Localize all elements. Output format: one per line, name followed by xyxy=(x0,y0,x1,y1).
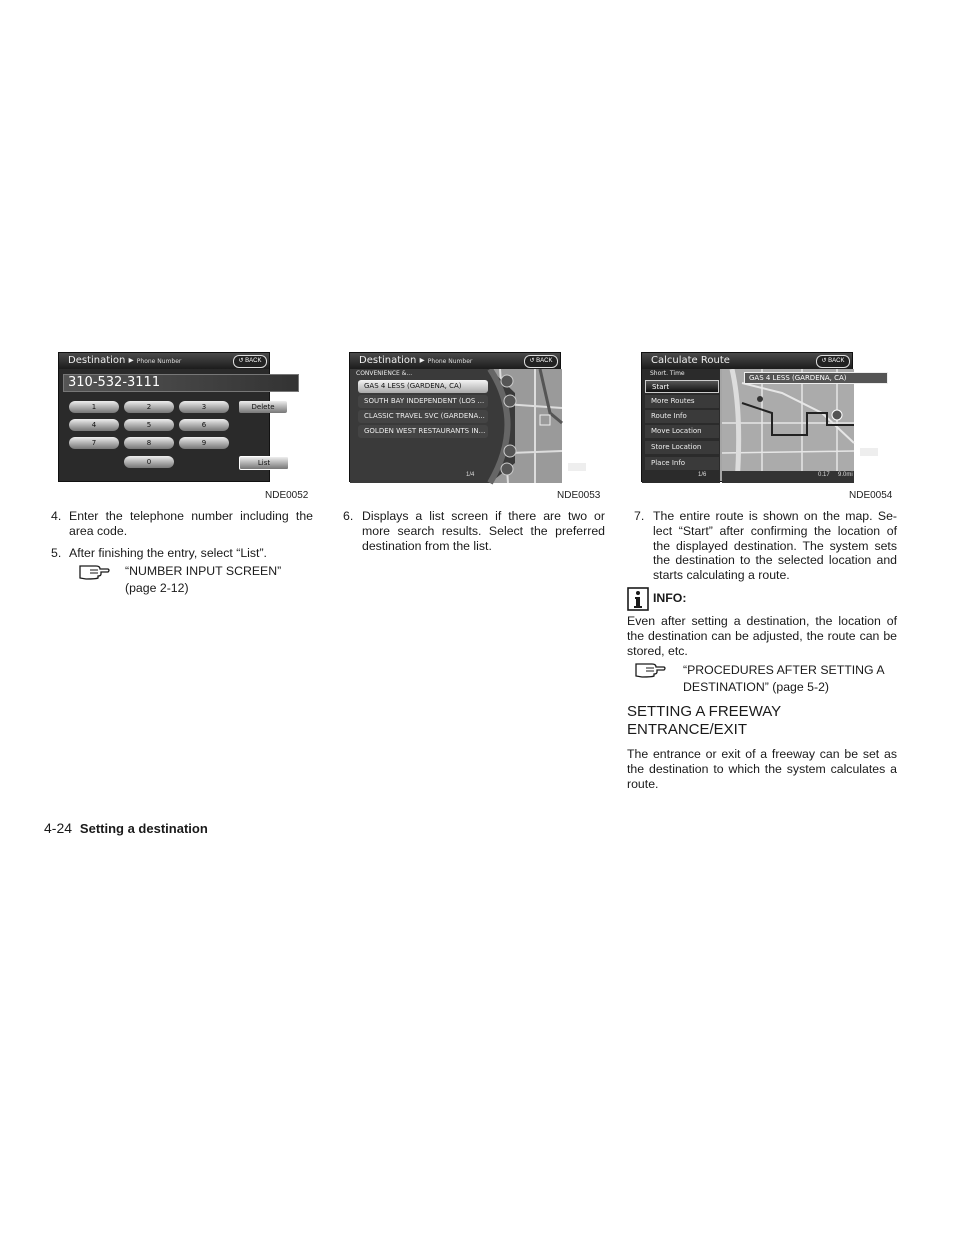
menu-route-info[interactable]: Route Info xyxy=(645,410,719,423)
page-number: 4-24 xyxy=(44,820,73,836)
step-6-number: 6. xyxy=(343,509,354,523)
back-button[interactable]: ↺ BACK xyxy=(816,355,850,368)
menu-more-routes[interactable]: More Routes xyxy=(645,395,719,408)
screen-title: Calculate Route xyxy=(651,355,730,366)
back-label: BACK xyxy=(536,358,553,364)
screen-subtitle: Phone Number xyxy=(136,358,182,365)
menu-store-location[interactable]: Store Location xyxy=(645,441,719,454)
list-button[interactable]: List xyxy=(239,456,289,470)
info-icon xyxy=(627,587,649,611)
menu-place-info[interactable]: Place Info xyxy=(645,457,719,470)
destination-label: GAS 4 LESS (GARDENA, CA) xyxy=(744,372,888,384)
step-7-text: The entire route is shown on the map. Se-lect “Start” after confirming the location of the displayed destination. The system sets the destination to the selected location and starts calculating a route. xyxy=(653,509,897,583)
figure-code: NDE0053 xyxy=(557,490,601,501)
key-1[interactable]: 1 xyxy=(69,401,119,413)
step-4-number: 4. xyxy=(51,509,62,523)
result-item-2[interactable]: SOUTH BAY INDEPENDENT (LOS ... xyxy=(358,395,488,408)
cross-reference-title: “PROCEDURES AFTER SETTING A xyxy=(683,663,885,677)
key-0[interactable]: 0 xyxy=(124,456,174,468)
key-7[interactable]: 7 xyxy=(69,437,119,449)
screen-title-bar: Destination ▸ Phone Number xyxy=(59,353,269,369)
phone-number-display: 310-532-3111 xyxy=(63,374,299,392)
screenshot-results-list xyxy=(349,352,561,482)
pointing-hand-icon xyxy=(78,562,112,580)
back-label: BACK xyxy=(245,358,262,364)
section-heading-line-2: ENTRANCE/EXIT xyxy=(627,721,748,738)
page-footer xyxy=(44,820,208,836)
category-label: CONVENIENCE &... xyxy=(356,370,413,377)
section-body: The entrance or exit of a freeway can be set as the destination to which the system calculates a route. xyxy=(627,747,897,791)
figure-code: NDE0052 xyxy=(265,490,309,501)
screenshot-phone-number-entry xyxy=(58,352,275,482)
page-indicator: 1/4 xyxy=(466,472,475,478)
step-7-number: 7. xyxy=(634,509,645,523)
step-6-text: Displays a list screen if there are two or more search results. Select the preferred destination from the list. xyxy=(362,509,605,553)
result-item-1[interactable]: GAS 4 LESS (GARDENA, CA) xyxy=(358,380,488,393)
key-3[interactable]: 3 xyxy=(179,401,229,413)
page-indicator: 1/6 xyxy=(698,472,707,478)
figure-code: NDE0054 xyxy=(849,490,893,501)
cross-reference-page: (page 2-12) xyxy=(125,581,189,595)
menu-move-location[interactable]: Move Location xyxy=(645,425,719,438)
key-8[interactable]: 8 xyxy=(124,437,174,449)
screen-title-bar: Destination ▸ Phone Number xyxy=(350,353,560,369)
back-button[interactable]: ↺ BACK xyxy=(233,355,267,368)
result-item-4[interactable]: GOLDEN WEST RESTAURANTS IN... xyxy=(358,425,488,438)
info-label: INFO: xyxy=(653,591,687,605)
route-mode: Short. Time xyxy=(650,370,685,377)
key-9[interactable]: 9 xyxy=(179,437,229,449)
result-item-3[interactable]: CLASSIC TRAVEL SVC (GARDENA... xyxy=(358,410,488,423)
key-5[interactable]: 5 xyxy=(124,419,174,431)
key-6[interactable]: 6 xyxy=(179,419,229,431)
step-5-text: After finishing the entry, select “List”. xyxy=(69,546,267,560)
back-button[interactable]: ↺ BACK xyxy=(524,355,558,368)
key-2[interactable]: 2 xyxy=(124,401,174,413)
route-total-distance: 9.0mi xyxy=(838,472,853,478)
screenshot-calculate-route xyxy=(641,352,853,482)
screen-title: Destination xyxy=(68,355,126,366)
step-4-text: Enter the telephone number including the area code. xyxy=(69,509,313,538)
screen-subtitle: Phone Number xyxy=(427,358,473,365)
back-label: BACK xyxy=(828,358,845,364)
cross-reference-title: “NUMBER INPUT SCREEN” xyxy=(125,564,282,578)
delete-button[interactable]: Delete xyxy=(239,401,287,413)
section-heading-line-1: SETTING A FREEWAY xyxy=(627,703,782,720)
cross-reference-page: DESTINATION” (page 5-2) xyxy=(683,680,830,694)
section-heading xyxy=(627,703,781,739)
key-4[interactable]: 4 xyxy=(69,419,119,431)
section-name: Setting a destination xyxy=(79,821,208,836)
screen-title: Destination xyxy=(359,355,417,366)
step-5-number: 5. xyxy=(51,546,62,560)
route-distance: 0.17 xyxy=(818,472,830,478)
pointing-hand-icon xyxy=(634,660,668,678)
info-text: Even after setting a destination, the location of the destination can be adjusted, the route can be stored, etc. xyxy=(627,614,897,658)
menu-start[interactable]: Start xyxy=(645,380,719,393)
